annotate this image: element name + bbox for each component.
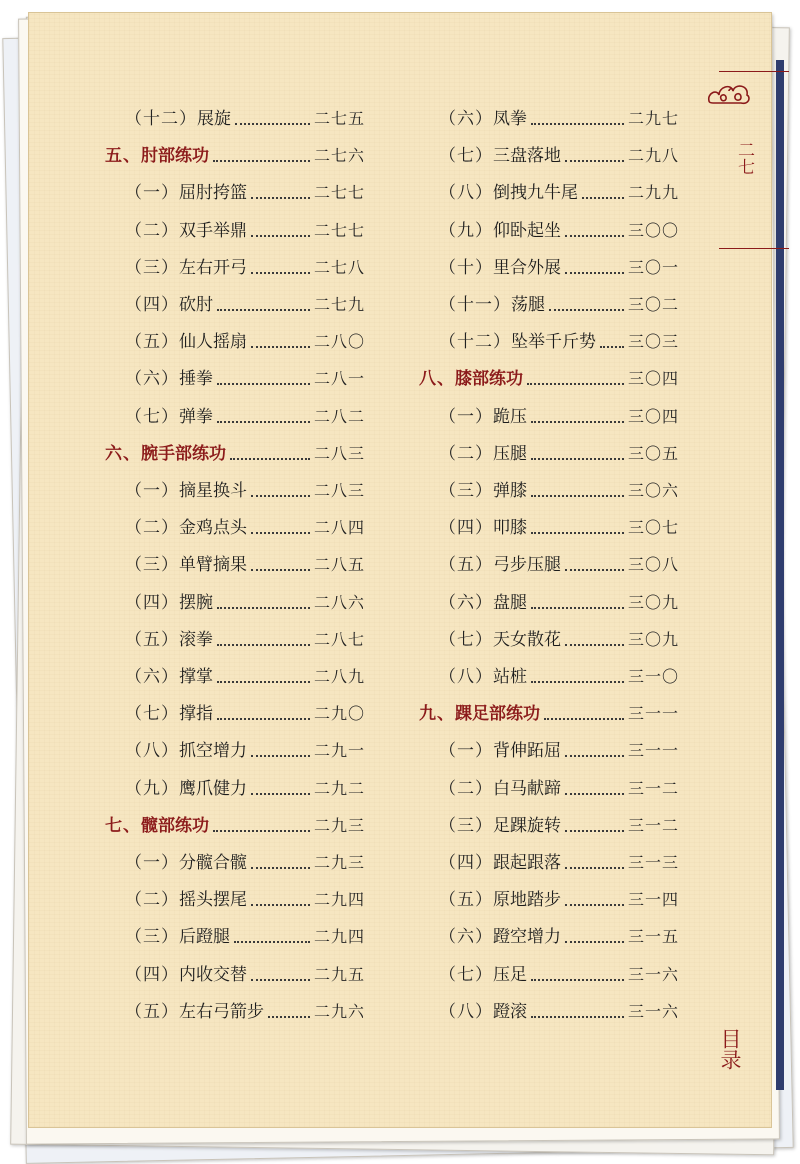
dot-leader xyxy=(217,307,310,311)
dot-leader xyxy=(531,419,624,423)
toc-section-heading xyxy=(105,142,365,170)
header-rule xyxy=(719,248,789,249)
dot-leader xyxy=(268,1014,310,1018)
toc-entry-page: 三〇九 xyxy=(627,592,679,612)
toc-entry-number: （九） xyxy=(125,778,179,799)
toc-entry-page: 三〇〇 xyxy=(627,220,679,240)
toc-entry xyxy=(125,254,365,282)
toc-entry-number: （十二） xyxy=(125,109,197,129)
dot-leader xyxy=(565,642,624,646)
toc-entry-number: （三） xyxy=(439,481,493,501)
dot-leader xyxy=(217,679,310,683)
toc-entry xyxy=(439,403,679,431)
book-cover-edge xyxy=(776,60,784,1090)
toc-entry-page: 二八三 xyxy=(313,443,365,463)
toc-entry-title: 仰卧起坐 xyxy=(493,220,561,241)
toc-entry-page: 三〇一 xyxy=(627,257,679,277)
toc-entry-number: （五） xyxy=(439,890,493,911)
toc-entry-page: 二八五 xyxy=(313,555,365,575)
toc-entry-number: （九） xyxy=(439,220,493,241)
toc-entry-title: 摘星换斗 xyxy=(179,481,247,501)
toc-entry-page: 二七七 xyxy=(313,220,365,240)
dot-leader xyxy=(213,158,310,162)
toc-entry-title: 内收交替 xyxy=(179,964,247,985)
toc-entry-title: 左右开弓 xyxy=(179,257,247,278)
toc-entry-page: 二八四 xyxy=(313,518,365,538)
toc-entry-page: 三一一 xyxy=(627,704,679,724)
toc-entry xyxy=(125,998,365,1026)
toc-entry-number: （二） xyxy=(125,220,179,241)
toc-entry-number: （七） xyxy=(439,146,493,167)
toc-entry-title: 站桩 xyxy=(493,667,527,687)
toc-entry-number: （四） xyxy=(439,853,493,873)
toc-entry-number: （十二） xyxy=(439,332,511,353)
toc-entry xyxy=(125,849,365,877)
toc-entry-title: 天女散花 xyxy=(493,629,561,650)
toc-entry-title: 摇头摆尾 xyxy=(179,890,247,911)
dot-leader xyxy=(251,977,310,981)
toc-entry-title: 倒拽九牛尾 xyxy=(493,183,578,204)
toc-entry-title: 腕手部练功 xyxy=(141,443,226,464)
toc-entry-title: 鹰爪健力 xyxy=(179,778,247,799)
toc-entry-page: 二九一 xyxy=(313,741,365,761)
toc-entry-page: 三一一 xyxy=(627,741,679,761)
toc-entry-number: （一） xyxy=(439,741,493,762)
toc-entry-title: 里合外展 xyxy=(493,257,561,278)
toc-entry-title: 后蹬腿 xyxy=(179,927,230,948)
dot-leader xyxy=(251,865,310,869)
toc-entry-page: 二八〇 xyxy=(313,332,365,352)
dot-leader xyxy=(217,605,310,609)
toc-entry-number: 八、 xyxy=(419,369,455,390)
dot-leader xyxy=(565,158,624,162)
toc-entry xyxy=(125,737,365,765)
toc-entry xyxy=(125,477,365,505)
dot-leader xyxy=(251,233,310,237)
dot-leader xyxy=(527,381,624,385)
toc-entry xyxy=(439,849,679,877)
toc-entry-title: 滚拳 xyxy=(179,629,213,650)
dot-leader xyxy=(565,939,624,943)
toc-entry-title: 三盘落地 xyxy=(493,146,561,167)
toc-entry-page: 三一六 xyxy=(627,964,679,984)
toc-entry-number: 七、 xyxy=(105,815,141,836)
toc-entry-page: 二九四 xyxy=(313,927,365,947)
toc-entry xyxy=(439,477,679,505)
toc-entry xyxy=(439,551,679,579)
toc-entry xyxy=(125,589,365,617)
toc-section-heading xyxy=(105,812,365,840)
toc-entry-number: （八） xyxy=(125,741,179,762)
dot-leader xyxy=(565,865,624,869)
toc-entry-number: （十一） xyxy=(439,295,511,315)
toc-entry-number: （七） xyxy=(125,704,179,725)
toc-entry-number: （四） xyxy=(125,592,179,613)
toc-entry-title: 摆腕 xyxy=(179,592,213,613)
toc-entry xyxy=(439,179,679,207)
section-label-vertical: 目录 xyxy=(718,1028,742,1070)
toc-entry-number: （六） xyxy=(439,592,493,613)
toc-entry xyxy=(125,551,365,579)
dot-leader xyxy=(565,753,624,757)
toc-entry xyxy=(125,626,365,654)
toc-entry xyxy=(125,886,365,914)
toc-entry-number: （十） xyxy=(439,257,493,278)
toc-entry-number: （五） xyxy=(125,1001,179,1022)
toc-entry-number: （五） xyxy=(439,555,493,576)
toc-entry-page: 二九〇 xyxy=(313,704,365,724)
dot-leader xyxy=(565,902,624,906)
toc-entry xyxy=(439,923,679,951)
dot-leader xyxy=(549,307,624,311)
toc-entry-number: 五、 xyxy=(105,146,141,167)
dot-leader xyxy=(235,121,310,125)
toc-entry-title: 单臂摘果 xyxy=(179,555,247,576)
toc-entry xyxy=(125,328,365,356)
toc-page xyxy=(28,12,772,1128)
auspicious-cloud-icon xyxy=(705,77,753,109)
toc-entry-title: 撑指 xyxy=(179,704,213,725)
toc-entry-page: 二八九 xyxy=(313,667,365,686)
dot-leader xyxy=(251,902,310,906)
toc-entry xyxy=(439,589,679,617)
toc-entry xyxy=(439,291,679,319)
dot-leader xyxy=(531,493,624,497)
toc-entry-page: 三一二 xyxy=(627,778,679,798)
toc-entry-title: 跟起跟落 xyxy=(493,853,561,873)
toc-entry-number: （一） xyxy=(439,406,493,427)
toc-entry-title: 叩膝 xyxy=(493,518,527,539)
toc-entry xyxy=(439,663,679,691)
toc-entry-page: 三〇六 xyxy=(627,481,679,500)
toc-entry-title: 蹬空增力 xyxy=(493,927,561,948)
toc-entry-page: 二九八 xyxy=(627,146,679,166)
toc-entry-title: 盘腿 xyxy=(493,592,527,613)
toc-entry-number: （二） xyxy=(125,890,179,911)
toc-entry-title: 跪压 xyxy=(493,406,527,427)
dot-leader xyxy=(217,716,310,720)
toc-entry xyxy=(125,179,365,207)
toc-entry-page: 三一五 xyxy=(627,927,679,947)
toc-entry-number: （四） xyxy=(439,518,493,539)
toc-entry-title: 原地踏步 xyxy=(493,890,561,911)
toc-entry-title: 髋部练功 xyxy=(141,815,209,836)
toc-entry-page: 三一六 xyxy=(627,1001,679,1021)
toc-entry-page: 二九五 xyxy=(313,964,365,984)
dot-leader xyxy=(531,605,624,609)
toc-entry xyxy=(125,105,365,133)
dot-leader xyxy=(217,419,310,423)
dot-leader xyxy=(251,753,310,757)
toc-section-heading xyxy=(419,365,679,393)
toc-entry xyxy=(439,217,679,245)
dot-leader xyxy=(217,381,310,385)
toc-entry-page: 三〇九 xyxy=(627,629,679,649)
toc-entry xyxy=(439,737,679,765)
dot-leader xyxy=(544,716,624,720)
toc-entry-page: 三〇二 xyxy=(627,295,679,314)
toc-entry-page: 三〇五 xyxy=(627,443,679,463)
toc-entry-number: （三） xyxy=(125,555,179,576)
dot-leader xyxy=(531,121,624,125)
toc-entry-title: 双手举鼎 xyxy=(179,220,247,241)
toc-entry-number: （二） xyxy=(125,518,179,539)
dot-leader xyxy=(251,530,310,534)
toc-entry-title: 荡腿 xyxy=(511,295,545,315)
toc-entry-number: （五） xyxy=(125,629,179,650)
toc-entry xyxy=(125,961,365,989)
toc-entry-number: （一） xyxy=(125,481,179,501)
toc-entry-page: 三〇七 xyxy=(627,518,679,538)
toc-entry-page: 三〇八 xyxy=(627,555,679,575)
dot-leader xyxy=(230,456,310,460)
toc-entry-page: 二九六 xyxy=(313,1001,365,1021)
toc-entry-number: （四） xyxy=(125,964,179,985)
dot-leader xyxy=(582,195,624,199)
toc-entry-number: （四） xyxy=(125,295,179,315)
toc-entry xyxy=(125,291,365,319)
toc-entry-title: 左右弓箭步 xyxy=(179,1001,264,1022)
toc-entry xyxy=(439,961,679,989)
dot-leader xyxy=(251,195,310,199)
toc-entry xyxy=(439,775,679,803)
toc-section-heading xyxy=(419,700,679,728)
toc-entry xyxy=(439,626,679,654)
toc-entry xyxy=(439,142,679,170)
toc-entry-number: （七） xyxy=(125,406,179,427)
toc-entry-title: 压足 xyxy=(493,964,527,985)
toc-entry-number: 九、 xyxy=(419,704,455,725)
toc-entry-title: 弓步压腿 xyxy=(493,555,561,576)
toc-entry-number: （二） xyxy=(439,778,493,799)
toc-entry-title: 蹬滚 xyxy=(493,1001,527,1022)
toc-entry-number: （六） xyxy=(125,369,179,390)
toc-entry-title: 踝足部练功 xyxy=(455,704,540,725)
toc-entry-page: 三一〇 xyxy=(627,667,679,686)
header-rule xyxy=(719,71,789,72)
toc-entry xyxy=(125,700,365,728)
dot-leader xyxy=(565,828,624,832)
toc-entry-number: （七） xyxy=(439,964,493,985)
toc-entry-page: 二七九 xyxy=(313,295,365,314)
toc-entry-title: 凤拳 xyxy=(493,109,527,129)
toc-entry-page: 二九九 xyxy=(627,183,679,203)
toc-entry-page: 二九四 xyxy=(313,890,365,910)
dot-leader xyxy=(565,791,624,795)
toc-entry-page: 二九三 xyxy=(313,815,365,835)
dot-leader xyxy=(251,493,310,497)
toc-entry-page: 二八一 xyxy=(313,369,365,389)
toc-entry-page: 二九二 xyxy=(313,778,365,798)
toc-entry xyxy=(125,365,365,393)
toc-entry xyxy=(439,254,679,282)
toc-entry-title: 白马献蹄 xyxy=(493,778,561,799)
dot-leader xyxy=(531,530,624,534)
dot-leader xyxy=(565,567,624,571)
toc-entry-page: 三〇三 xyxy=(627,332,679,352)
toc-entry-title: 捶拳 xyxy=(179,369,213,390)
toc-entry-page: 二七六 xyxy=(313,146,365,166)
toc-entry-number: （七） xyxy=(439,629,493,650)
toc-entry-number: （三） xyxy=(125,927,179,948)
dot-leader xyxy=(217,642,310,646)
dot-leader xyxy=(600,344,624,348)
dot-leader xyxy=(531,1014,624,1018)
toc-entry xyxy=(125,923,365,951)
dot-leader xyxy=(213,828,310,832)
toc-entry-page: 二八二 xyxy=(313,406,365,426)
toc-entry-page: 二九七 xyxy=(627,109,679,128)
toc-entry-page: 三一二 xyxy=(627,815,679,835)
toc-entry-number: （三） xyxy=(439,815,493,836)
toc-entry-number: （一） xyxy=(125,853,179,873)
toc-entry-number: （一） xyxy=(125,183,179,204)
toc-entry-title: 砍肘 xyxy=(179,295,213,315)
dot-leader xyxy=(531,456,624,460)
toc-entry xyxy=(439,812,679,840)
toc-entry-number: （八） xyxy=(439,667,493,687)
toc-entry-number: （六） xyxy=(439,927,493,948)
toc-entry-page: 三〇四 xyxy=(627,369,679,389)
toc-entry-page: 二九三 xyxy=(313,853,365,872)
toc-entry-title: 足踝旋转 xyxy=(493,815,561,836)
toc-entry-number: （六） xyxy=(439,109,493,129)
toc-entry-page: 二八六 xyxy=(313,592,365,612)
toc-entry xyxy=(439,514,679,542)
toc-entry-title: 分髋合髋 xyxy=(179,853,247,873)
dot-leader xyxy=(565,233,624,237)
dot-leader xyxy=(251,791,310,795)
toc-entry-page: 三一三 xyxy=(627,853,679,872)
toc-entry-title: 撑掌 xyxy=(179,667,213,687)
toc-entry-page: 二八三 xyxy=(313,481,365,500)
dot-leader xyxy=(531,977,624,981)
toc-entry xyxy=(125,514,365,542)
toc-entry-number: 六、 xyxy=(105,443,141,464)
toc-entry-page: 三〇四 xyxy=(627,406,679,426)
toc-entry-title: 肘部练功 xyxy=(141,146,209,167)
toc-entry-title: 弹拳 xyxy=(179,406,213,427)
dot-leader xyxy=(234,939,310,943)
page-number-vertical: 二七 xyxy=(734,141,754,175)
dot-leader xyxy=(251,344,310,348)
toc-entry-title: 背伸跖屈 xyxy=(493,741,561,762)
toc-entry-title: 弹膝 xyxy=(493,481,527,501)
toc-entry-page: 二七七 xyxy=(313,183,365,203)
toc-entry xyxy=(125,403,365,431)
toc-entry-number: （五） xyxy=(125,332,179,353)
toc-entry xyxy=(439,440,679,468)
toc-entry-title: 屈肘挎篮 xyxy=(179,183,247,204)
toc-entry xyxy=(439,886,679,914)
toc-entry xyxy=(439,105,679,133)
toc-entry-title: 膝部练功 xyxy=(455,369,523,390)
toc-entry-page: 二七五 xyxy=(313,109,365,128)
toc-entry-title: 展旋 xyxy=(197,109,231,129)
toc-entry-number: （八） xyxy=(439,1001,493,1022)
toc-entry xyxy=(125,217,365,245)
toc-entry-page: 二七八 xyxy=(313,257,365,277)
toc-entry-title: 坠举千斤势 xyxy=(511,332,596,353)
toc-entry xyxy=(439,328,679,356)
toc-entry-number: （三） xyxy=(125,257,179,278)
toc-entry xyxy=(125,775,365,803)
dot-leader xyxy=(531,679,624,683)
toc-section-heading xyxy=(105,440,365,468)
toc-entry-title: 压腿 xyxy=(493,443,527,464)
dot-leader xyxy=(565,270,624,274)
toc-entry-number: （八） xyxy=(439,183,493,204)
dot-leader xyxy=(251,270,310,274)
toc-entry xyxy=(125,663,365,691)
toc-entry-number: （六） xyxy=(125,667,179,687)
toc-entry-page: 三一四 xyxy=(627,890,679,910)
toc-entry-title: 仙人摇扇 xyxy=(179,332,247,353)
toc-entry-number: （二） xyxy=(439,443,493,464)
toc-entry-title: 抓空增力 xyxy=(179,741,247,762)
dot-leader xyxy=(251,567,310,571)
toc-entry xyxy=(439,998,679,1026)
toc-entry-page: 二八七 xyxy=(313,629,365,649)
toc-entry-title: 金鸡点头 xyxy=(179,518,247,539)
